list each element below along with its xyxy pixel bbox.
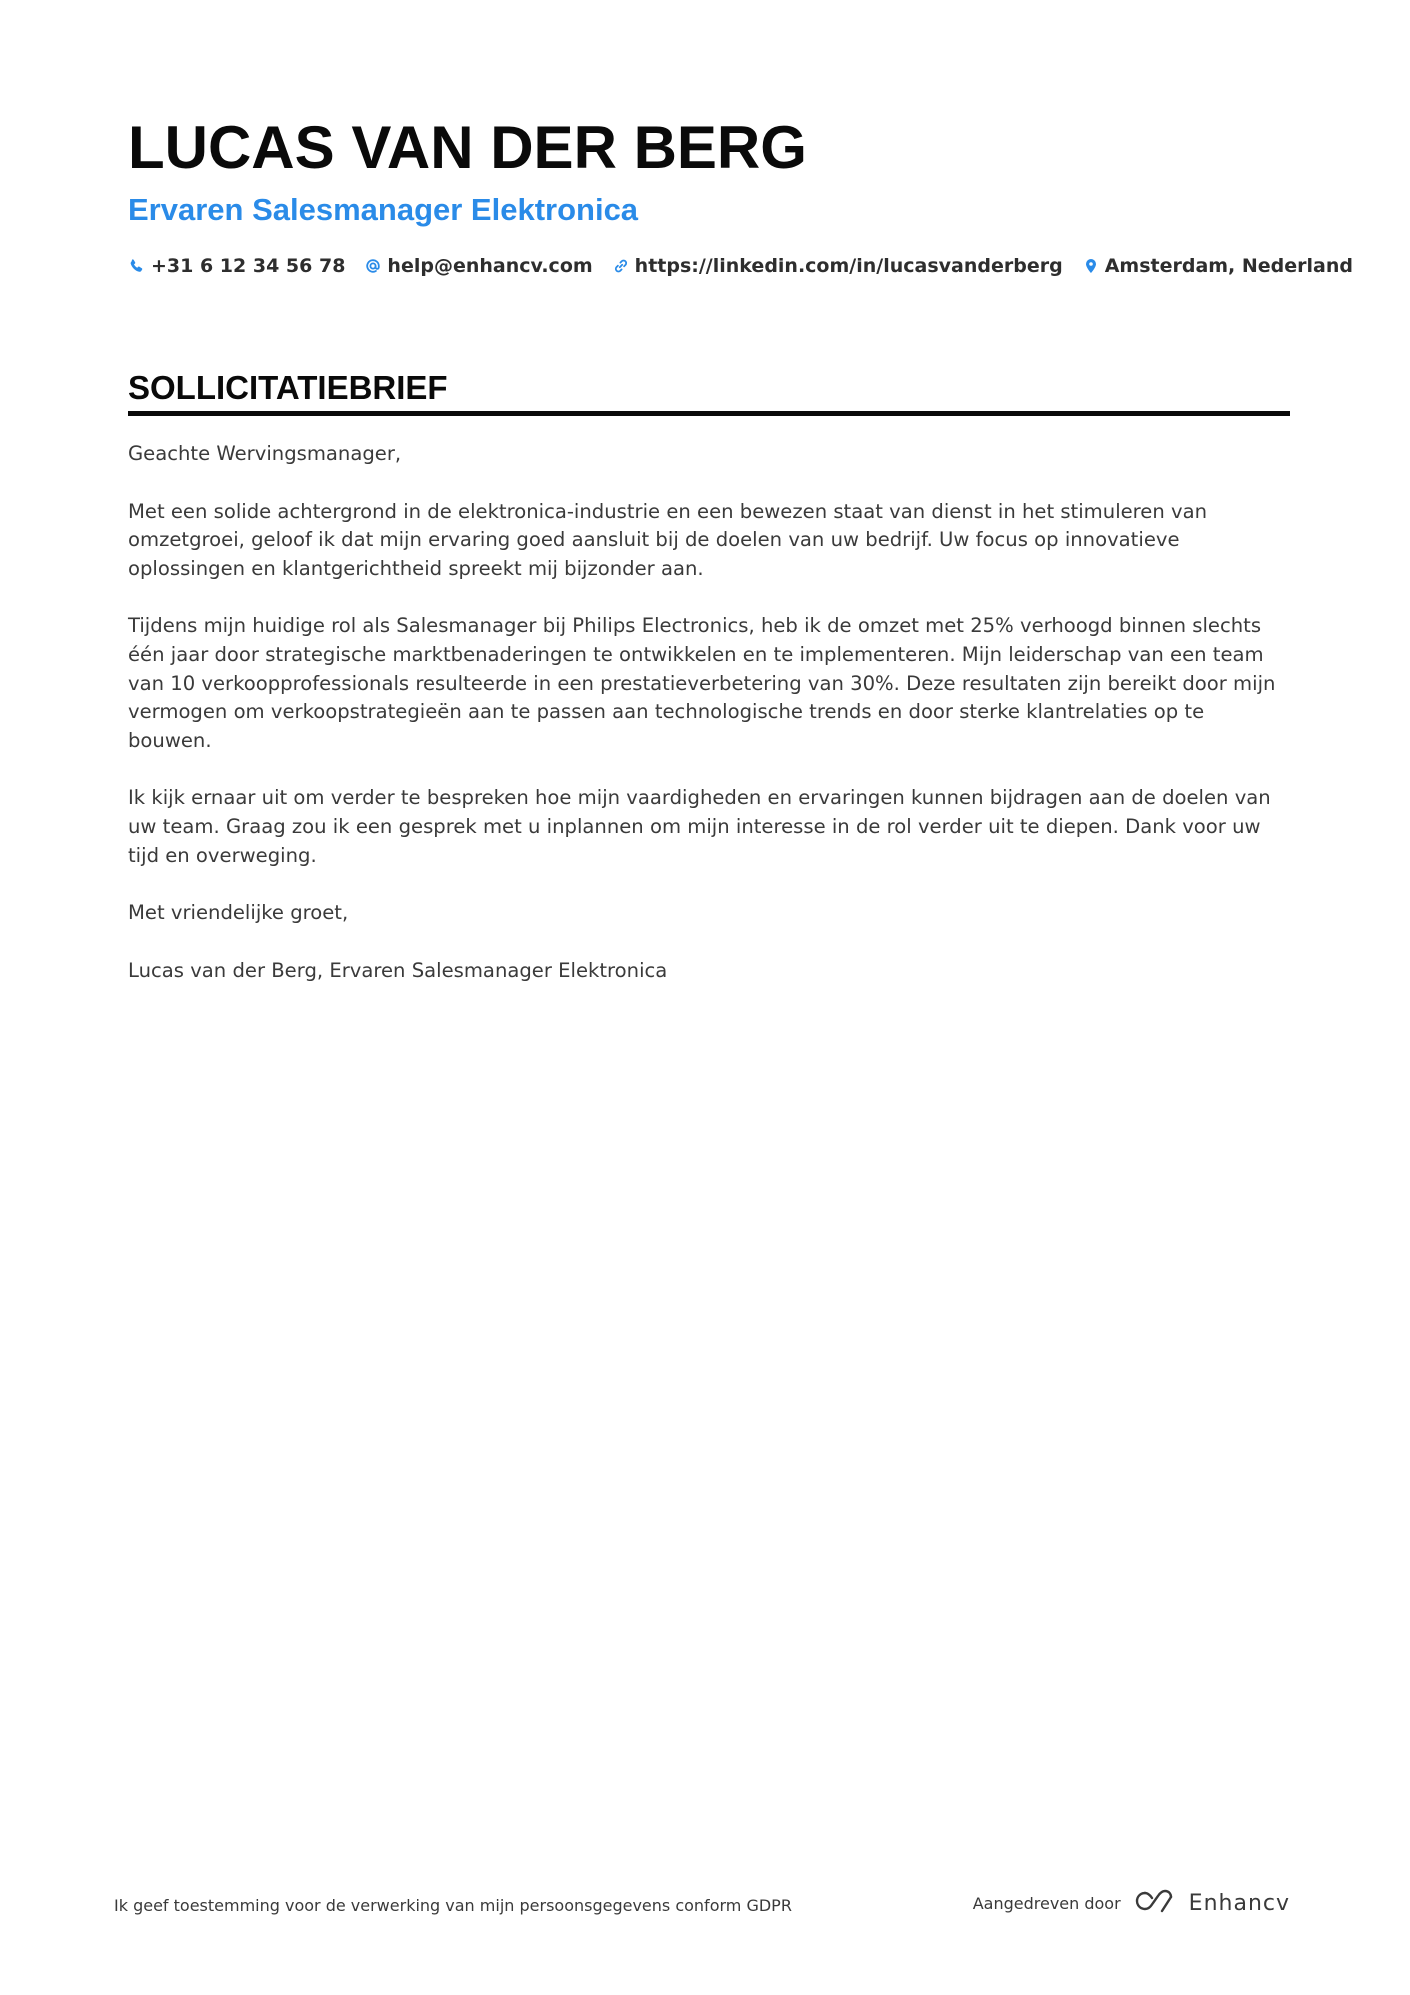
letter-paragraph: Met een solide achtergrond in de elektronica-industrie en een bewezen staat van dienst in het stimuleren van omzetgroei, geloof ik dat mijn ervaring goed aansluit bij de doelen van uw bedrijf. Uw focus op innovatieve oplossingen en klantgerichtheid spreekt mij bijzonder aan. (128, 499, 1208, 580)
powered-by-label: Aangedreven door (972, 1893, 1121, 1913)
applicant-title: Ervaren Salesmanager Elektronica (128, 192, 639, 227)
location-pin-icon (1082, 257, 1100, 275)
at-icon (364, 257, 382, 275)
contact-email-text[interactable]: help@enhancv.com (387, 255, 593, 277)
letter-closing: Met vriendelijke groet, (128, 901, 349, 925)
contact-linkedin[interactable] (612, 252, 1063, 280)
letter-paragraph: Tijdens mijn huidige rol als Salesmanager bij Philips Electronics, heb ik de omzet met 25% verhoogd binnen slechts één jaar door strategische marktbenaderingen te ontwikkelen en te implementeren. Mijn leiderschap van een team van 10 verkoopprofessionals resulteerde in een prestatieverbetering van 30%. Deze resultaten zijn bereikt door mijn vermogen om verkoopstrategieën aan te passen aan technologische trends en door sterke klantrelaties op te bouwen. (128, 614, 1276, 752)
contact-location-text: Amsterdam, Nederland (1104, 255, 1353, 277)
contact-location (1082, 252, 1353, 280)
section-heading-text: SOLLICITATIEBRIEF (128, 369, 448, 406)
letter-salutation: Geachte Wervingsmanager, (128, 442, 402, 465)
gdpr-consent-text: Ik geef toestemming voor de verwerking van mijn persoonsgegevens conform GDPR (114, 1896, 792, 1915)
contact-linkedin-text[interactable]: https://linkedin.com/in/lucasvanderberg (634, 255, 1063, 277)
letter-signature: Lucas van der Berg, Ervaren Salesmanager Elektronica (128, 958, 668, 982)
enhancv-brand-text: Enhancv (1188, 1890, 1290, 1916)
contact-email[interactable] (364, 252, 592, 280)
contact-row (128, 252, 1372, 280)
enhancv-logo[interactable] (1133, 1888, 1290, 1918)
contact-phone-text: +31 6 12 34 56 78 (151, 255, 346, 277)
enhancv-logo-icon (1133, 1888, 1181, 1918)
letter-paragraph: Ik kijk ernaar uit om verder te bespreken hoe mijn vaardigheden en ervaringen kunnen bijdragen aan de doelen van uw team. Graag zou ik een gesprek met u inplannen om mijn interesse in de rol verder uit te diepen. Dank voor uw tijd en overweging. (128, 786, 1271, 867)
section-heading (128, 366, 1290, 416)
applicant-name: LUCAS VAN DER BERG (128, 114, 807, 181)
letter-body (128, 440, 1290, 1014)
contact-phone (128, 252, 345, 280)
link-icon (612, 257, 630, 275)
phone-icon (128, 257, 146, 275)
powered-by (973, 1888, 1290, 1918)
